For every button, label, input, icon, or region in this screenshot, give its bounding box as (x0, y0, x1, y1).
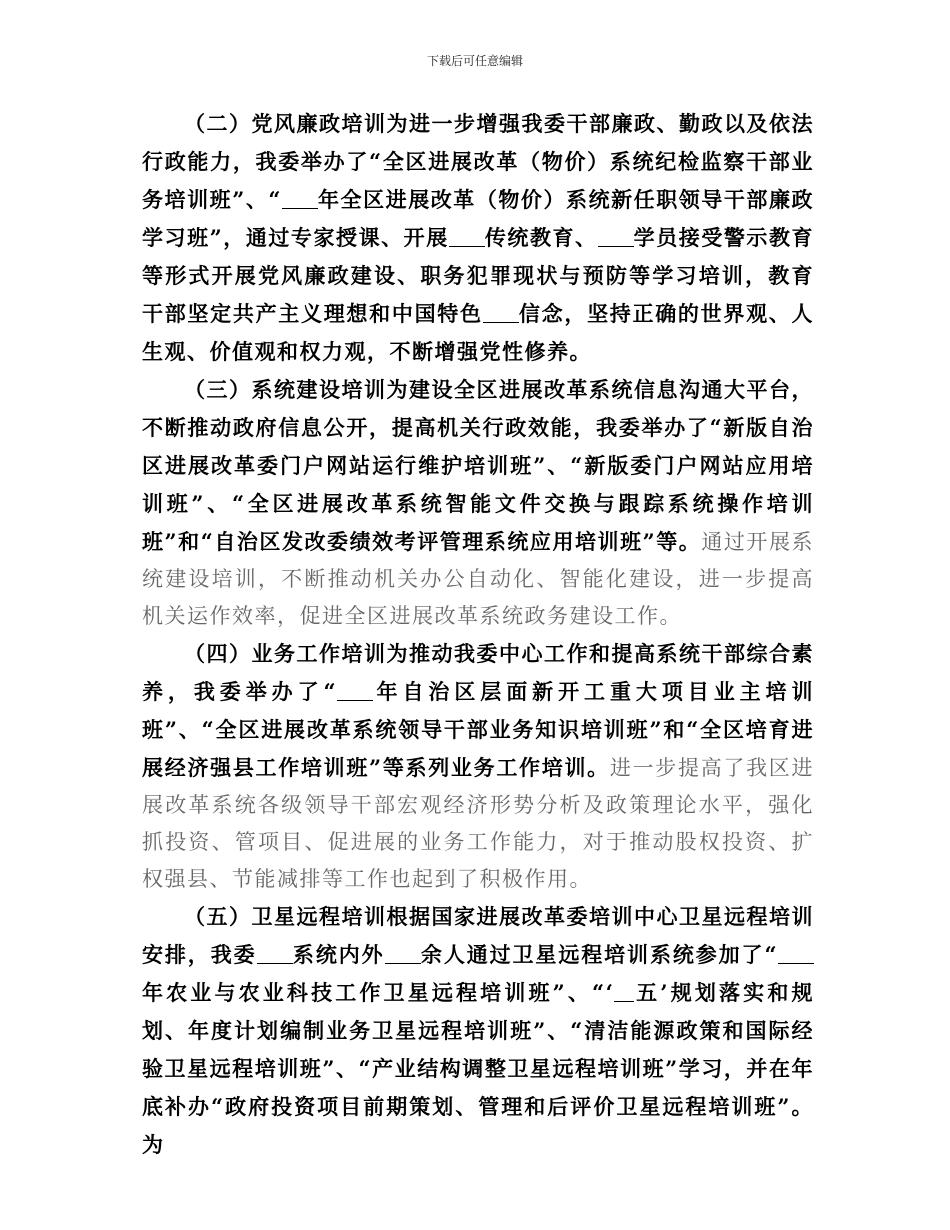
fill-in-blank (483, 301, 519, 323)
paragraph-text-bold: （三）系统建设培训为建设全区进展改革系统信息沟通大平台，不断推动政府信息公开，提高机关行政效能，我委举办了“新版自治区进展改革委门户网站运行维护培训班”、“新版委门户网站应用培训班”、“全区进展改革系统智能文件交换与跟踪系统操作培训班”和“自治区发改委绩效考评管理系统应用培训班”等。 (142, 377, 814, 554)
fill-in-blank (598, 225, 634, 247)
paragraph-text-bold: 学员接受警示教育等形式开展党风廉政建设、职务犯罪现状与预防等学习培训，教育干部坚定共产主义理想和中国特色 (142, 225, 815, 326)
fill-in-blank (385, 942, 421, 964)
paragraph-2 (142, 371, 814, 635)
page-header-note: 下载后可任意编辑 (426, 54, 523, 68)
paragraph-text-regular: 进一步提高了我区进展改革系统各级领导干部宏观经济形势分析及政策理论水平，强化抓投资、管项目、促进展的业务工作能力，对于推动股权投资、扩权强县、节能减排等工作也起到了积极作用。 (142, 756, 815, 891)
paragraph-text-bold: 年农业与农业科技工作卫星远程培训班”、“‘ (142, 980, 615, 1005)
paragraph-text-bold: 五’规划落实和规划、年度计划编制业务卫星远程培训班”、“清洁能源政策和国际经验卫星远程培训班”、“产业结构调整卫星远程培训班”学习，并在年底补办“政府投资项目前期策划、管理和后评价卫星远程培训班”。为 (142, 980, 814, 1157)
paragraph-text-bold: 年自治区层面新开工重大项目业主培训班”、“全区进展改革系统领导干部业务知识培训班”和“全区培育进展经济强县工作培训班”等系列业务工作培训。 (142, 679, 814, 780)
paragraph-text-bold: 传统教育、 (484, 225, 598, 250)
paragraph-text-bold: 系统内外 (292, 942, 385, 967)
fill-in-blank (337, 679, 373, 701)
fill-in-blank (257, 942, 293, 964)
fill-in-blank (449, 225, 485, 247)
document-body (142, 105, 814, 1164)
paragraph-text-bold: 余人通过卫星远程培训系统参加了“ (420, 942, 779, 967)
fill-in-blank (282, 187, 318, 209)
paragraph-1 (142, 105, 814, 371)
paragraph-text-regular: 通过开展系统建设培训，不断推动机关办公自动化、智能化建设，进一步提高机关运作效率，促进全区进展改革系统政务建设工作。 (142, 530, 814, 628)
paragraph-3 (142, 635, 814, 898)
paragraph-text-bold: （二）党风廉政培训为进一步增强我委干部廉政、勤政以及依法行政能力，我委举办了“全区进展改革（物价）系统纪检监察干部业务培训班”、“ (142, 111, 814, 212)
paragraph-text-bold: （四）业务工作培训为推动我委中心工作和提高系统干部综合素养，我委举办了“ (142, 641, 814, 704)
fill-in-blank (614, 980, 634, 1002)
paragraph-text-bold: 信念，坚持正确的世界观、人生观、价值观和权力观，不断增强党性修养。 (142, 301, 815, 364)
fill-in-blank (778, 942, 814, 964)
paragraph-text-bold: （五）卫星远程培训根据国家进展改革委培训中心卫星远程培训安排，我委 (142, 904, 814, 967)
paragraph-text-bold: 年全区进展改革（物价）系统新任职领导干部廉政学习班”，通过专家授课、开展 (142, 187, 814, 250)
paragraph-4 (142, 898, 814, 1164)
